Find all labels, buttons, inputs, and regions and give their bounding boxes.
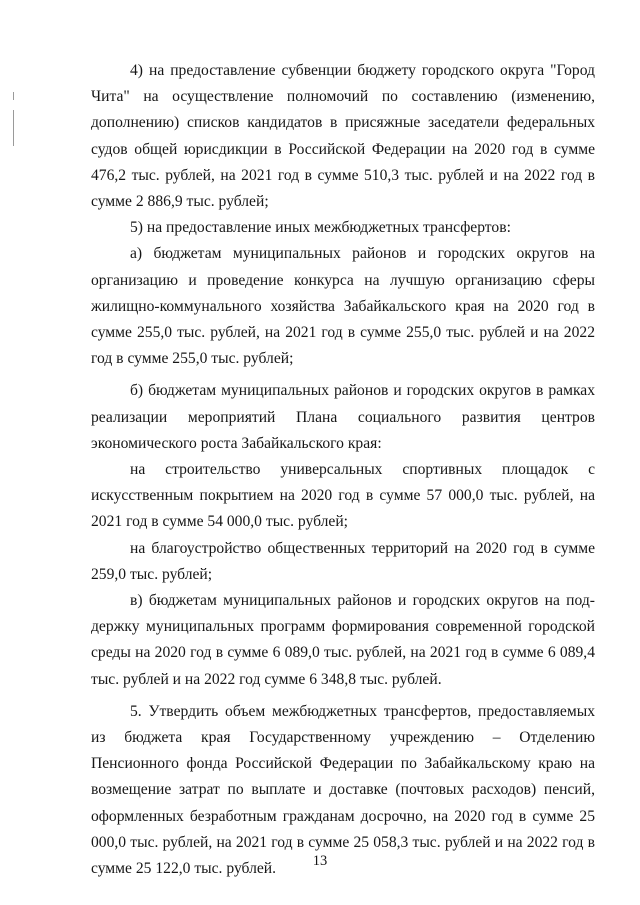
- paragraph-article-5: 5. Утвердить объем межбюджетных трансфертов, предоставляемых из бюджета края Государственному учреждению – Отделению Пенсионного фонда Российской Федерации по Забайкальскому краю на возмещение затрат по выплате и доставке (почтовых расходов) пенсий, оформленных безработным гражданам досрочно, на 2020 год в сумме 25 000,0 тыс. рублей, на 2021 год в сумме 25 058,3 тыс. рублей и на 2022 год в сумме 25 122,0 тыс. рублей.: [91, 702, 595, 878]
- paragraph-item-5a: а) бюджетам муниципальных районов и городских округов на организацию и проведение конкурса на лучшую организацию сферы жилищно-коммунального хозяйства Забайкальского края на 2020 год в сумме 255,0 тыс. рублей, на 2021 год в сумме 255,0 тыс. рублей и на 2022 год в сумме 255,0 тыс. рублей;: [91, 245, 595, 368]
- document-body: [91, 58, 595, 882]
- paragraph-item-5: 5) на предоставление иных межбюджетных трансфертов:: [130, 219, 511, 237]
- paragraph-item-5b-landscaping: на благоустройство общественных территорий на 2020 год в сумме 259,0 тыс. рублей;: [91, 539, 595, 583]
- page-number: 13: [312, 853, 328, 869]
- paragraph-item-5b-sports: на строительство универсальных спортивных площадок с искусственным покрытием на 2020 год в сумме 57 000,0 тыс. рублей, на 2021 год в сумме 54 000,0 тыс. рублей;: [91, 461, 595, 531]
- paragraph-item-5v: в) бюджетам муниципальных районов и городских округов на поддержку муниципальных программ формирования современной городской среды на 2020 год в сумме 6 089,0 тыс. рублей, на 2021 год в сумме 6 089,4 тыс. рублей и на 2022 год сумме 6 348,8 тыс. рублей.: [91, 592, 595, 688]
- scan-margin-mark: [13, 110, 14, 146]
- paragraph-item-5b: б) бюджетам муниципальных районов и городских округов в рамках реализации мероприятий Плана социального развития центров экономического роста Забайкальского края:: [91, 382, 595, 452]
- paragraph-item-4: 4) на предоставление субвенции бюджету городского округа "Город Чита" на осуществление полномочий по составлению (изменению, дополнению) списков кандидатов в присяжные заседатели федеральных судов общей юрисдикции в Российской Федерации на 2020 год в сумме 476,2 тыс. рублей, на 2021 год в сумме 510,3 тыс. рублей и на 2022 год в сумме 2 886,9 тыс. рублей;: [91, 62, 595, 211]
- scan-margin-mark: [13, 92, 14, 100]
